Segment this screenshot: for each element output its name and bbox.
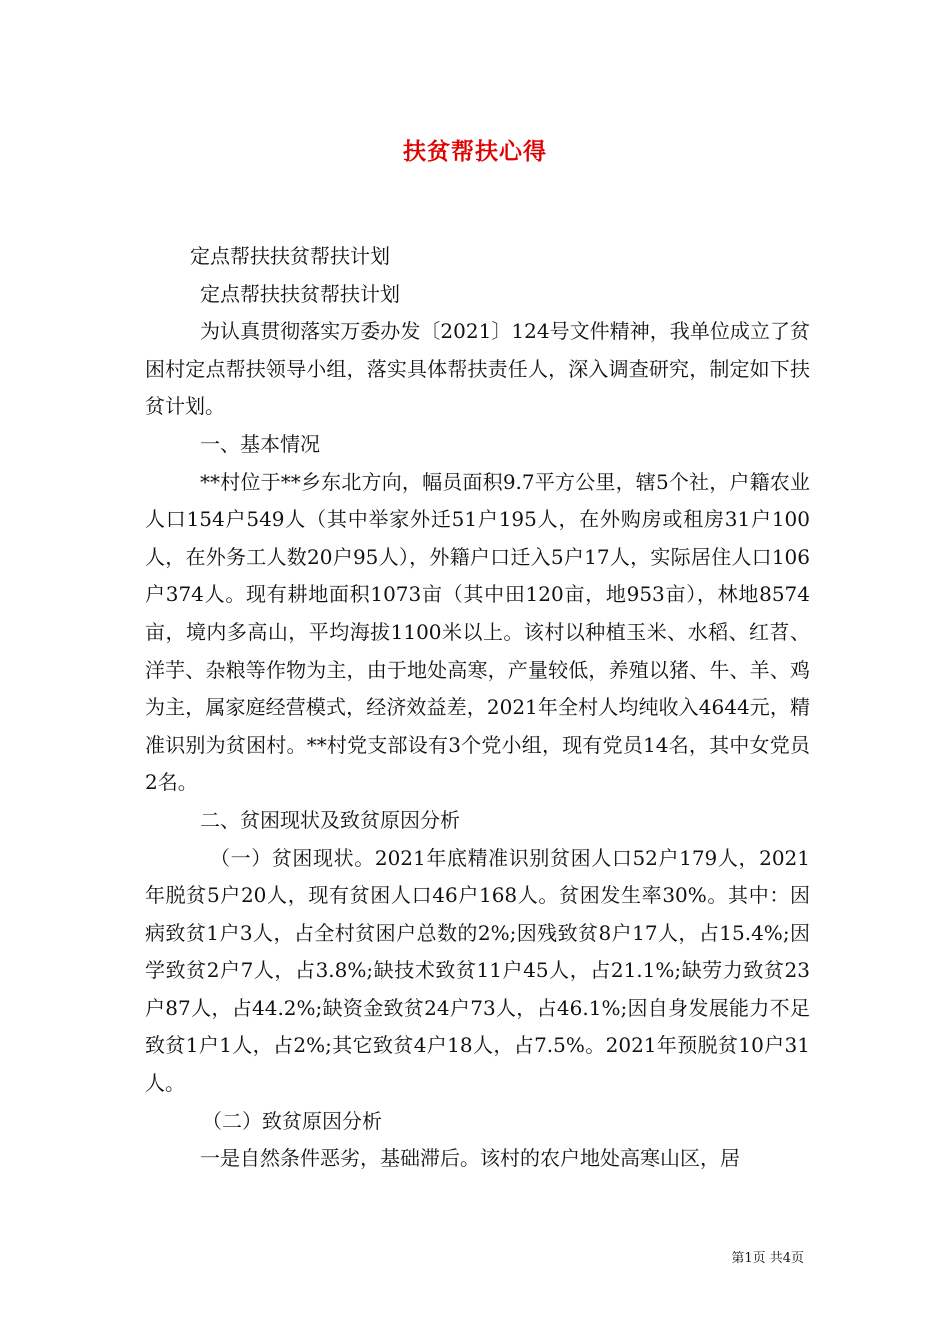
document-body [145,238,810,1178]
intro-paragraph: 为认真贯彻落实万委办发〔2021〕124号文件精神，我单位成立了贫困村定点帮扶领导小组，落实具体帮扶责任人，深入调查研究，制定如下扶贫计划。 [145,319,810,419]
section-heading-basic: 一、基本情况 [200,431,320,456]
plan-subheading: 定点帮扶扶贫帮扶计划 [200,281,400,306]
basic-info-paragraph: **村位于**乡东北方向，幅员面积9.7平方公里，辖5个社，户籍农业人口154户549人（其中举家外迁51户195人，在外购房或租房31户100人，在外务工人数20户95人），外籍户口迁入5户17人，实际居住人口106户374人。现有耕地面积1073亩（其中田120亩，地953亩），林地8574亩，境内多高山，平均海拔1100米以上。该村以种植玉米、水稻、红苕、洋芋、杂粮等作物为主，由于地处高寒，产量较低，养殖以猪、牛、羊、鸡为主，属家庭经营模式，经济效益差，2021年全村人均纯收入4644元，精准识别为贫困村。**村党支部设有3个党小组，现有党员14名，其中女党员2名。 [145,469,810,795]
causes-paragraph: 一是自然条件恶劣，基础滞后。该村的农户地处高寒山区，居 [200,1146,740,1171]
subsection-heading-causes: （二）致贫原因分析 [202,1108,382,1133]
plan-heading: 定点帮扶扶贫帮扶计划 [190,244,390,268]
poverty-status-paragraph: （一）贫困现状。2021年底精准识别贫困人口52户179人，2021年脱贫5户20人，现有贫困人口46户168人。贫困发生率30%。其中：因病致贫1户3人，占全村贫困户总数的2%;因残致贫8户17人，占15.4%;因学致贫2户7人，占3.8%;缺技术致贫11户45人，占21.1%;缺劳力致贫23户87人，占44.2%;缺资金致贫24户73人，占46.1%;因自身发展能力不足致贫1户1人，占2%;其它致贫4户18人，占7.5%。2021年预脱贫10户31人。 [145,845,810,1096]
page-number: 第1页 共4页 [731,1251,804,1266]
document-title: 扶贫帮扶心得 [403,139,547,165]
section-heading-poverty: 二、贫困现状及致贫原因分析 [200,807,460,832]
